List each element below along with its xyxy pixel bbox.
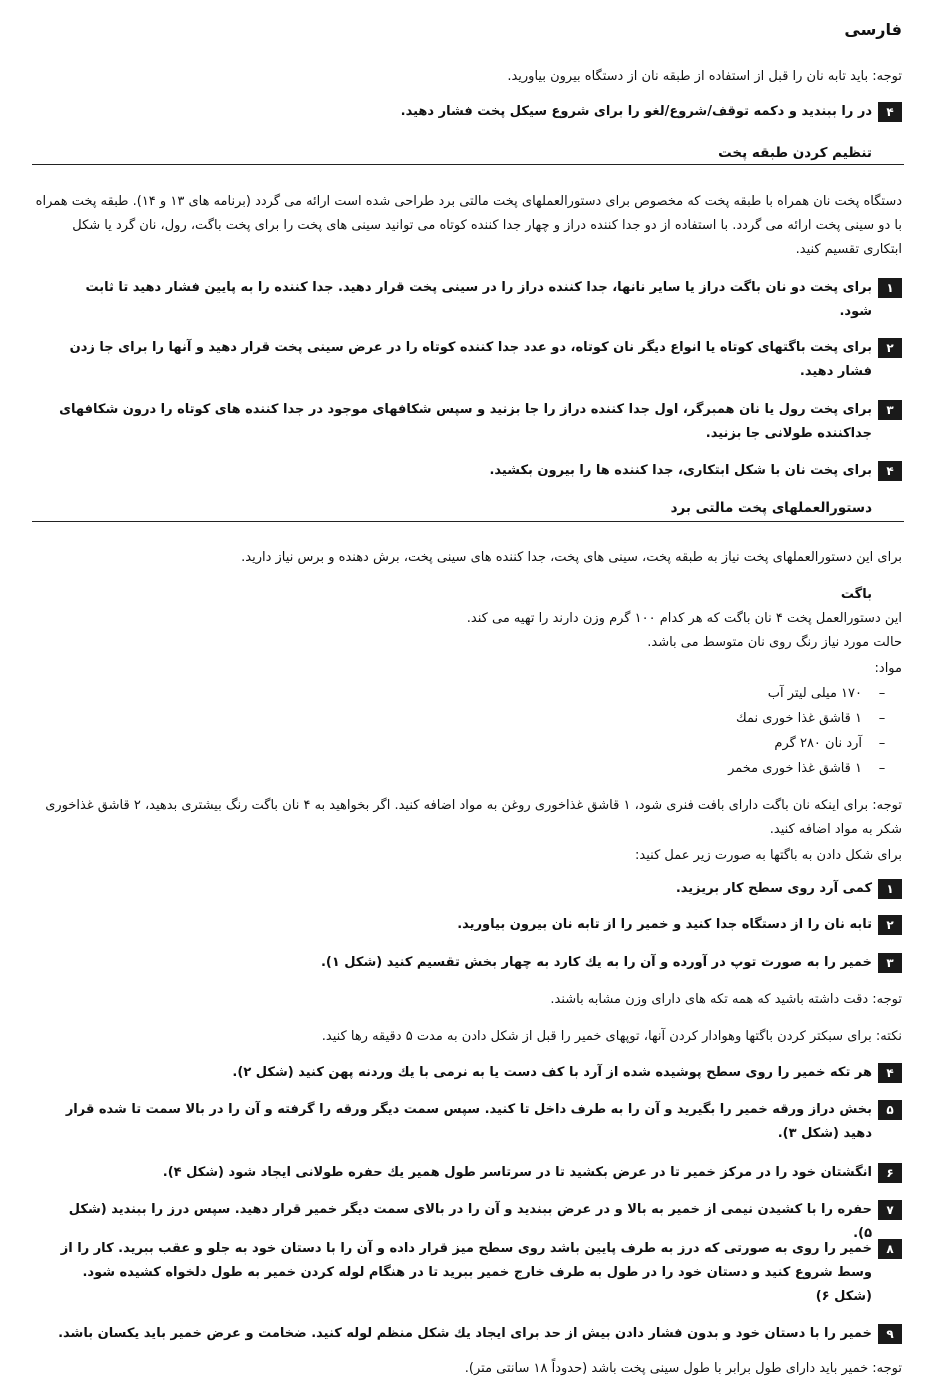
shaping-intro: برای شکل دادن به باگتها به صورت زیر عمل کنید: <box>635 848 902 863</box>
step-number: ۲ <box>878 915 902 935</box>
step-text: هر تکه خمیر را روی سطح پوشیده شده از آرد با کف دست یا به نرمی با یك وردنه پهن کنید (شکل ۲). <box>232 1065 872 1080</box>
section-intro: برای این دستورالعملهای پخت نیاز به طبقه پخت، سینی های پخت، جدا کننده های سینی پخت، برش دهنده و برس نیاز دارید. <box>241 550 902 565</box>
step-number: ۲ <box>878 338 902 358</box>
step-number: ۵ <box>878 1100 902 1120</box>
note: توجه: خمیر باید دارای طول برابر با طول سینی پخت باشد (حدوداً ۱۸ سانتی متر). <box>464 1361 902 1376</box>
section-intro: دستگاه پخت نان همراه با طبقه پخت که مخصوص برای دستورالعملهای پخت مالتی برد طراحی شده است ارائه می گردد (برنامه های ۱۳ و ۱۴). طبقه پخت همراه با دو سینی پخت ارائه می گردد. با استفاده از دو جدا کننده دراز و چهار جدا کننده کوتاه می توانید سینی های پخت را برای پخت باگت، رول، نان گرد یا شکل ابتکاری تقسیم کنید. <box>35 194 902 257</box>
step-text: خمیر را به صورت توپ در آورده و آن را به یك کارد به چهار بخش تقسیم کنید (شکل ۱). <box>320 955 872 970</box>
step-number: ۱ <box>878 278 902 298</box>
ingredients-label: مواد: <box>874 661 902 676</box>
step-text: کمی آرد روی سطح کار بریزید. <box>675 881 872 896</box>
recipe-line: این دستورالعمل پخت ۴ نان باگت که هر کدام ۱۰۰ گرم وزن دارند را تهیه می کند. <box>466 611 902 626</box>
ingredient-text: ۱ قاشق غذا خوری نمك <box>736 711 862 726</box>
step-text: خمیر را با دستان خود و بدون فشار دادن بیش از حد برای ایجاد یك شکل منظم لوله کنید. ضخامت و عرض خمیر باید یکسان باشد. <box>58 1326 872 1341</box>
step-number: ۴ <box>878 461 902 481</box>
tip: نکته: برای سبکتر کردن باگتها وهوادار کردن آنها، توپهای خمیر را قبل از شکل دادن به مدت ۵ دقیقه رها کنید. <box>321 1029 902 1044</box>
step-number: ۴ <box>878 102 902 122</box>
step-number: ۶ <box>878 1163 902 1183</box>
note: توجه: دقت داشته باشید که همه تکه های دارای وزن مشابه باشند. <box>550 992 902 1007</box>
recipe-line: حالت مورد نیاز رنگ روی نان متوسط می باشد. <box>647 635 902 650</box>
dash-bullet: – <box>878 711 886 726</box>
step-number: ۹ <box>878 1324 902 1344</box>
ingredient-item <box>728 757 902 781</box>
ingredient-text: آرد نان ۲۸۰ گرم <box>774 736 862 751</box>
step-number: ۳ <box>878 400 902 420</box>
step-number: ۳ <box>878 953 902 973</box>
recipe-title: باگت <box>840 587 872 602</box>
top-note: توجه: باید تابه نان را قبل از استفاده از طبقه نان از دستگاه بیرون بیاورید. <box>507 69 902 84</box>
section-rule <box>32 164 904 165</box>
step-text: در را ببندید و دکمه توقف/شروع/لغو را برای شروع سیکل پخت فشار دهید. <box>400 104 872 119</box>
dash-bullet: – <box>878 686 886 701</box>
language-header: فارسی <box>844 20 902 39</box>
step-text: خمیر را روی به صورتی که درز به طرف پایین باشد روی سطح میز قرار داده و آن را با دستان خود به جلو و عقب ببرید. کار را از وسط شروع کنید و دستان خود را در طول به طرف خارج خمیر ببرید تا در هنگام لوله کردن خمیر به طول دلخواه کشیده شود. (شکل ۶) <box>60 1241 872 1304</box>
step-text: برای پخت باگتهای کوتاه یا انواع دیگر نان کوتاه، دو عدد جدا کننده کوتاه را در عرض سینی پخت قرار دهید و آنها را برای جا زدن فشار دهید. <box>69 340 872 379</box>
ingredient-text: ۱۷۰ میلی لیتر آب <box>767 686 862 701</box>
dash-bullet: – <box>878 736 886 751</box>
dash-bullet: – <box>878 761 886 776</box>
note: توجه: برای اینکه نان باگت دارای بافت فنری شود، ۱ قاشق غذاخوری روغن به مواد اضافه کنید. اگر بخواهید به ۴ نان باگت رنگ بیشتری بدهید، ۲ قاشق غذاخوری شکر به مواد اضافه کنید. <box>45 798 902 837</box>
step-number: ۴ <box>878 1063 902 1083</box>
ingredient-text: ۱ قاشق غذا خوری مخمر <box>728 761 862 776</box>
step-text: برای پخت نان با شکل ابتکاری، جدا کننده ها را بیرون بکشید. <box>489 463 872 478</box>
step-number: ۱ <box>878 879 902 899</box>
step-text: حفره را با کشیدن نیمی از خمیر به بالا و در عرض ببندید و آن را در بالای سمت دیگر خمیر قرار دهید. سپس درز را ببندید (شکل ۵). <box>68 1202 872 1241</box>
step-text: بخش دراز ورقه خمیر را بگیرید و آن را به طرف داخل تا کنید. سپس سمت دیگر ورقه را گرفته و آن را در بالا سمت تا شده قرار دهید (شکل ۳). <box>65 1102 872 1141</box>
ingredient-item <box>774 732 902 756</box>
step-number: ۸ <box>878 1239 902 1259</box>
section-title: دستورالعملهای پخت مالتی برد <box>670 500 872 516</box>
step-text: انگشتان خود را در مرکز خمیر تا در عرض بکشید تا در سرتاسر طول همیر یك حفره طولانی ایجاد شود (شکل ۴). <box>162 1165 872 1180</box>
ingredient-item <box>768 682 902 706</box>
ingredient-item <box>736 707 902 731</box>
step-number: ۷ <box>878 1200 902 1220</box>
step-text: برای پخت دو نان باگت دراز یا سایر نانها، جدا کننده دراز را در سینی پخت قرار دهید. جدا کننده را به پایین فشار دهید تا ثابت شود. <box>85 280 872 319</box>
section-title: تنظیم کردن طبقه پخت <box>718 145 872 161</box>
step-text: برای پخت رول یا نان همبرگر، اول جدا کننده دراز را جا بزنید و سپس شکافهای موجود در جدا کننده های کوتاه را درون شکافهای جداکننده طولانی جا بزنید. <box>59 402 872 441</box>
step-text: تابه نان را از دستگاه جدا کنید و خمیر را از تابه نان بیرون بیاورید. <box>457 917 872 932</box>
section-rule <box>32 521 904 522</box>
